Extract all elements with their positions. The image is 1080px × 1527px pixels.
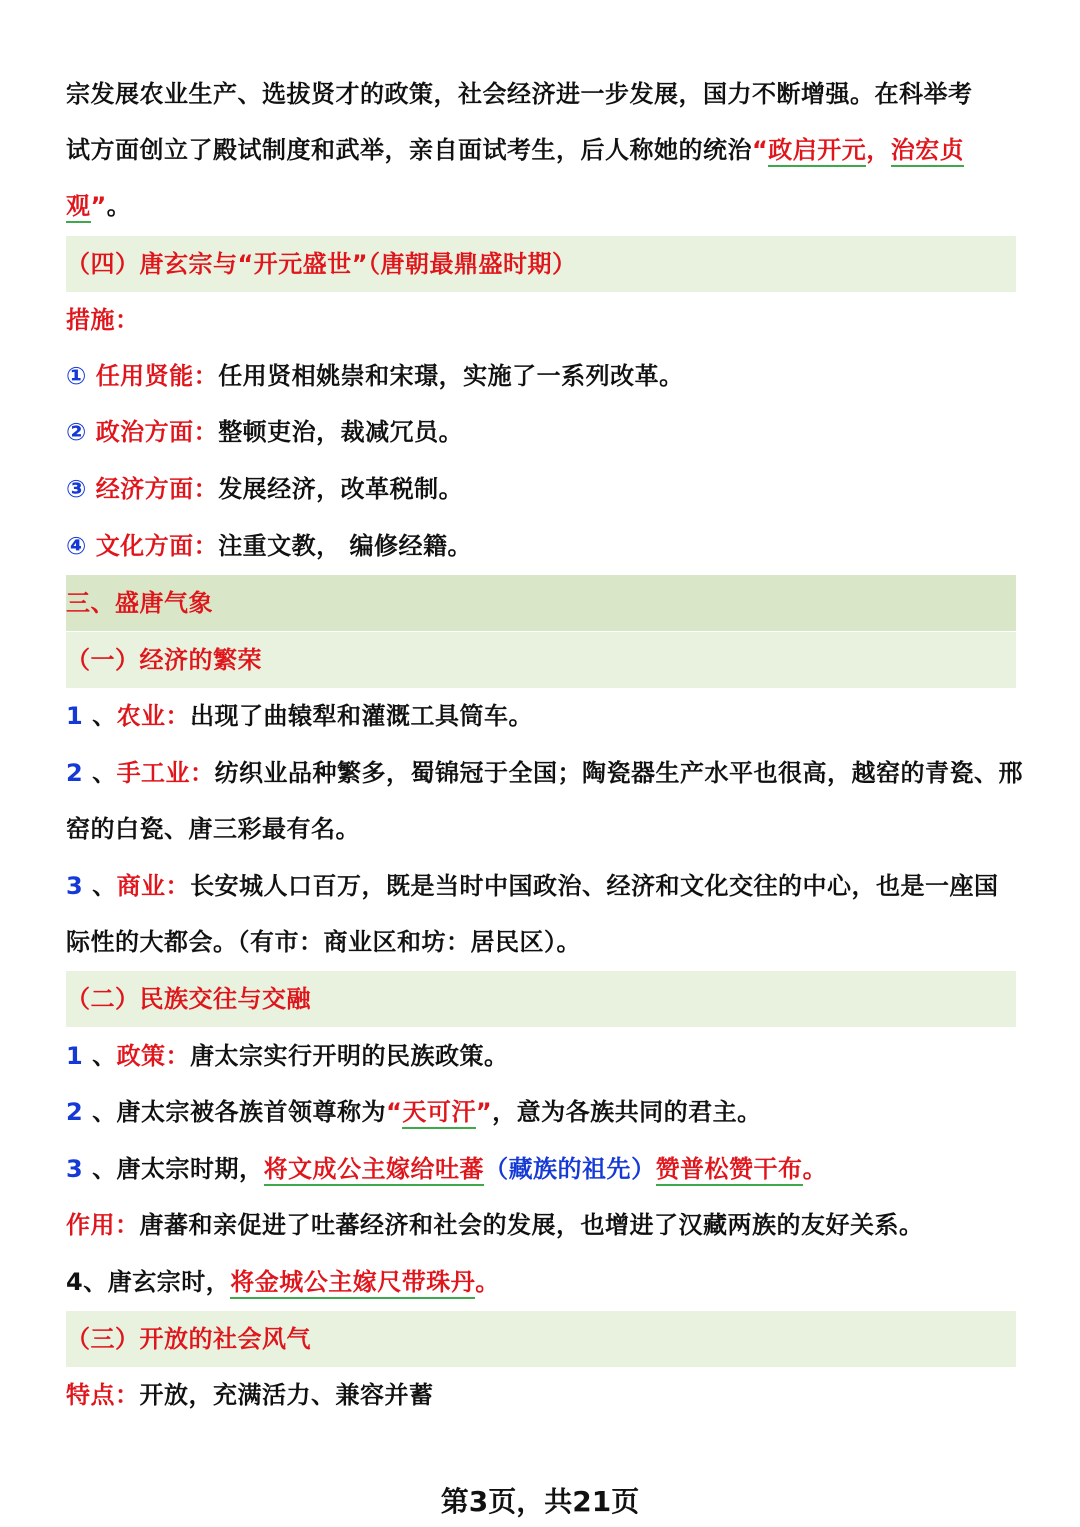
item-label: 农业： xyxy=(116,702,191,730)
item-text: 纺织业品种繁多，蜀锦冠于全国；陶瓷器生产水平也很高，越窑的青瓷、邢 xyxy=(214,759,1024,787)
item-number: 2 xyxy=(66,759,84,787)
separator: 、 xyxy=(92,872,117,900)
paren-open: （ xyxy=(484,1155,509,1183)
measure-text: 注重文教， 编修经籍。 xyxy=(218,532,473,560)
highlight-jincheng: 将金城公主嫁尺带珠丹 xyxy=(230,1268,475,1299)
quote-open: “ xyxy=(752,136,769,164)
item-text: 唐太宗实行开明的民族政策。 xyxy=(190,1042,509,1070)
part-3-heading: 三、盛唐气象 xyxy=(66,589,213,617)
period: 。 xyxy=(106,192,132,220)
economy-item-3-cont: 际性的大都会。（有市：商业区和坊：居民区）。 xyxy=(66,928,581,956)
circled-number: ① xyxy=(66,362,87,390)
sub-3-heading-band xyxy=(66,1311,1016,1367)
economy-item-2 xyxy=(66,757,1024,789)
intro-text-2: 试方面创立了殿试制度和武举，亲自面试考生，后人称她的统治 xyxy=(66,136,752,164)
measure-item-2 xyxy=(66,416,1016,448)
sub-2-heading: （二）民族交往与交融 xyxy=(66,985,311,1013)
economy-item-3 xyxy=(66,870,1016,902)
item-label: 政策： xyxy=(116,1042,191,1070)
measures-label: 措施： xyxy=(66,306,140,334)
measure-label: 经济方面： xyxy=(95,475,219,503)
page-number-footer: 第3页，共21页 xyxy=(440,1485,640,1518)
item-text: 、唐太宗被各族首领尊称为 xyxy=(92,1098,387,1126)
section-4-heading: （四）唐玄宗与“开元盛世”（唐朝最鼎盛时期） xyxy=(66,250,577,278)
sub-2-heading-band xyxy=(66,971,1016,1027)
highlight-zangzu: 藏族的祖先 xyxy=(508,1155,632,1183)
ethnic-item-4 xyxy=(66,1266,1016,1298)
paren-close: ） xyxy=(631,1155,656,1183)
item-text: 长安城人口百万，既是当时中国政治、经济和文化交往的中心，也是一座国 xyxy=(190,872,999,900)
highlight-wencheng: 将文成公主嫁给吐蕃 xyxy=(264,1155,485,1186)
separator: 、 xyxy=(92,1042,117,1070)
measure-label: 文化方面： xyxy=(95,532,219,560)
highlight-tiankehan: 天可汗 xyxy=(402,1098,476,1129)
intro-line-2 xyxy=(66,134,1016,166)
item-number: 2 xyxy=(66,1098,84,1126)
item-text: 4、唐玄宗时， xyxy=(66,1268,231,1296)
circled-number: ④ xyxy=(66,532,87,560)
item-label: 商业： xyxy=(116,872,191,900)
separator: 、 xyxy=(92,702,117,730)
economy-item-1 xyxy=(66,700,1016,732)
section-4-heading-band xyxy=(66,236,1016,292)
highlight-zhengqi-kaiyuan: 政启开元 xyxy=(768,136,866,167)
effect-text: 唐蕃和亲促进了吐蕃经济和社会的发展，也增进了汉藏两族的友好关系。 xyxy=(139,1211,924,1239)
item-label: 手工业： xyxy=(116,759,215,787)
highlight-songzan: 赞普松赞干布 xyxy=(656,1155,803,1186)
comma: ， xyxy=(866,136,891,164)
item-number: 1 xyxy=(66,702,84,730)
circled-number: ③ xyxy=(66,475,87,503)
measure-item-4 xyxy=(66,530,1016,562)
quote-close: ” xyxy=(90,192,107,220)
sub-1-heading: （一）经济的繁荣 xyxy=(66,646,262,674)
ethnic-item-2 xyxy=(66,1096,1016,1128)
measure-label: 政治方面： xyxy=(95,418,219,446)
item-text: 出现了曲辕犁和灌溉工具筒车。 xyxy=(190,702,534,730)
effect-label: 作用： xyxy=(66,1211,140,1239)
item-number: 1 xyxy=(66,1042,84,1070)
feature-text: 开放，充满活力、兼容并蓄 xyxy=(139,1381,434,1409)
sub-3-heading: （三）开放的社会风气 xyxy=(66,1325,311,1353)
period: 。 xyxy=(802,1155,828,1183)
item-number: 3 xyxy=(66,872,84,900)
economy-item-2-cont: 窑的白瓷、唐三彩最有名。 xyxy=(66,815,360,843)
part-3-heading-band xyxy=(66,575,1016,631)
intro-line-1 xyxy=(66,78,1016,110)
social-feature xyxy=(66,1379,1016,1411)
measure-text: 任用贤相姚崇和宋璟，实施了一系列改革。 xyxy=(218,362,684,390)
quote-close: ” xyxy=(475,1098,493,1126)
measure-text: 整顿吏治，裁减冗员。 xyxy=(218,418,464,446)
circled-number: ② xyxy=(66,418,87,446)
measure-item-1 xyxy=(66,360,1016,392)
quote-open: “ xyxy=(386,1098,403,1126)
item-number: 3 xyxy=(66,1155,84,1183)
period: 。 xyxy=(475,1268,500,1296)
ethnic-effect xyxy=(66,1209,1016,1241)
item-text: 、唐太宗时期， xyxy=(92,1155,264,1183)
separator: 、 xyxy=(92,759,117,787)
intro-line-3 xyxy=(66,190,1016,222)
highlight-zhihong-zhen: 治宏贞 xyxy=(891,136,965,167)
feature-label: 特点： xyxy=(66,1381,140,1409)
ethnic-item-3 xyxy=(66,1153,1016,1185)
measure-text: 发展经济，改革税制。 xyxy=(218,475,464,503)
highlight-guan: 观 xyxy=(66,192,91,223)
measure-item-3 xyxy=(66,473,1016,505)
measure-label: 任用贤能： xyxy=(95,362,219,390)
intro-text-1: 宗发展农业生产、选拔贤才的政策，社会经济进一步发展，国力不断增强。在科举考 xyxy=(66,80,973,108)
item-text-post: ，意为各族共同的君主。 xyxy=(492,1098,762,1126)
ethnic-item-1 xyxy=(66,1040,1016,1072)
sub-1-heading-band xyxy=(66,632,1016,688)
